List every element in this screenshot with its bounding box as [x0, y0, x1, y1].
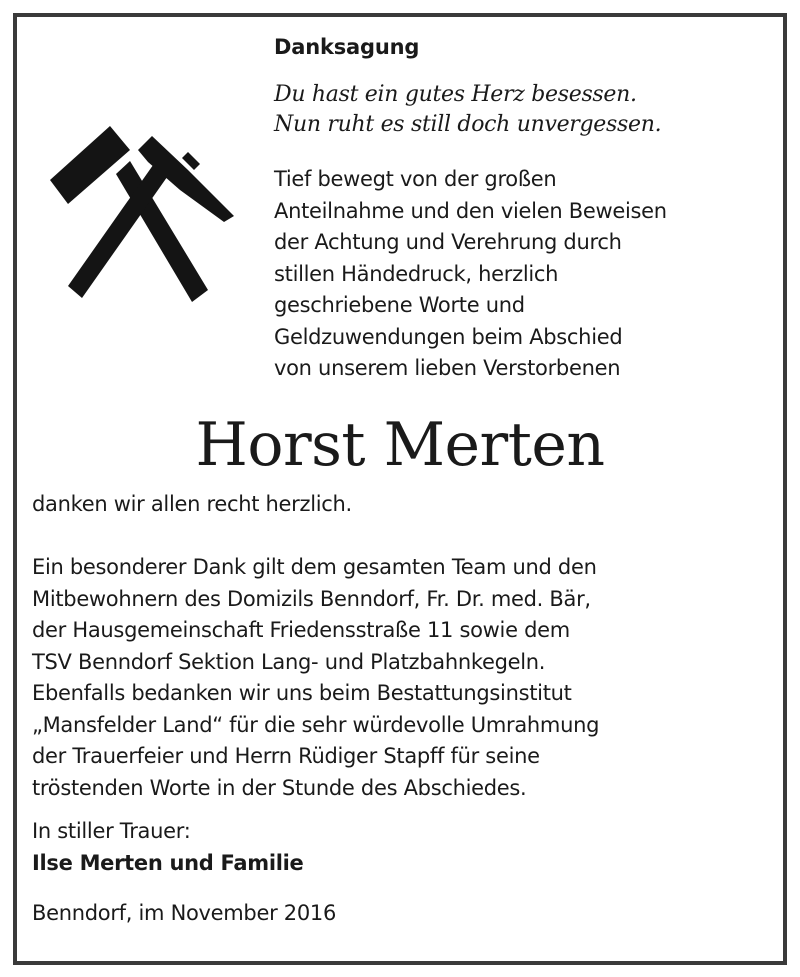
- intro-line: Tief bewegt von der großen: [274, 167, 557, 191]
- crossed-hammers-icon: [38, 112, 238, 302]
- mourning-label: In stiller Trauer:: [32, 819, 191, 843]
- paragraph-line: Mitbewohnern des Domizils Benndorf, Fr. Dr. med. Bär,: [32, 586, 591, 611]
- place-date: [32, 898, 336, 930]
- intro-line: Anteilnahme und den vielen Beweisen: [274, 198, 667, 223]
- paragraph-line: tröstenden Worte in der Stunde des Abschiedes.: [32, 775, 527, 800]
- paragraph-line: TSV Benndorf Sektion Lang- und Platzbahnkegeln.: [32, 649, 546, 674]
- paragraph-line: „Mansfelder Land“ für die sehr würdevolle Umrahmung: [32, 712, 600, 737]
- notice-heading: Danksagung: [274, 35, 420, 59]
- deceased-name: Horst Merten: [195, 410, 605, 480]
- intro-line: geschriebene Worte und: [274, 293, 525, 317]
- verse: [274, 80, 661, 140]
- intro-line: von unserem lieben Verstorbenen: [274, 356, 621, 380]
- paragraph-line: Ebenfalls bedanken wir uns beim Bestattungsinstitut: [32, 681, 572, 705]
- intro-line: Geldzuwendungen beim Abschied: [274, 324, 623, 349]
- mourning-block: [32, 816, 303, 879]
- paragraph-line: Ein besonderer Dank gilt dem gesamten Team und den: [32, 555, 597, 579]
- place-date-text: Benndorf, im November 2016: [32, 901, 337, 925]
- intro-line: stillen Händedruck, herzlich: [274, 261, 559, 286]
- signers: Ilse Merten und Familie: [32, 850, 304, 875]
- verse-line: Du hast ein gutes Herz besessen.: [274, 82, 637, 107]
- thanks-text: danken wir allen recht herzlich.: [32, 492, 352, 516]
- intro-line: der Achtung und Verehrung durch: [274, 230, 622, 254]
- thanks-line: [32, 489, 352, 521]
- special-thanks-paragraph: [32, 552, 599, 804]
- paragraph-line: der Hausgemeinschaft Friedensstraße 11 sowie dem: [32, 618, 570, 642]
- paragraph-line: der Trauerfeier und Herrn Rüdiger Stapff für seine: [32, 744, 540, 768]
- verse-line: Nun ruht es still doch unvergessen.: [274, 112, 662, 137]
- intro-text: [274, 164, 667, 385]
